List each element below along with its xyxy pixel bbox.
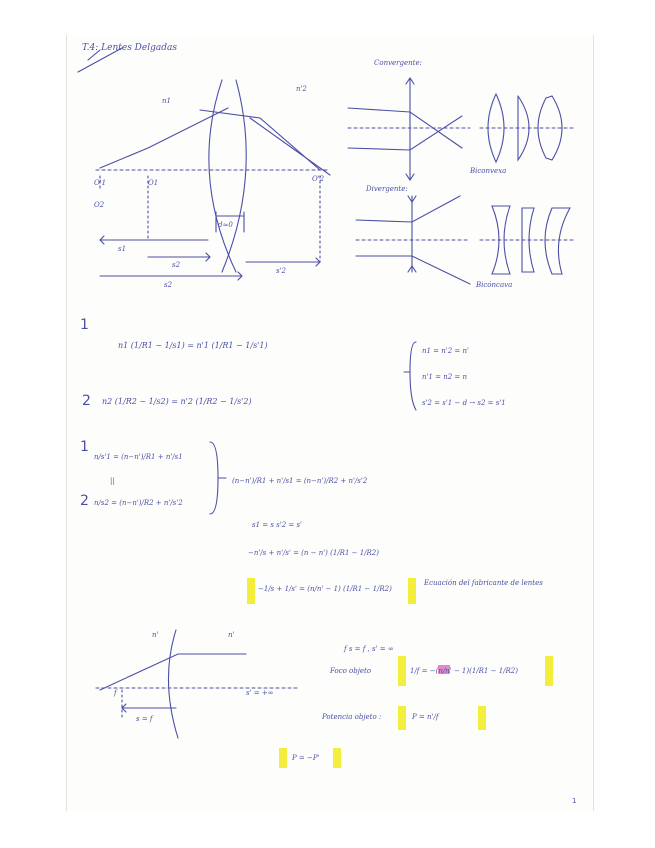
label-biconvexa: Biconvexa (470, 167, 507, 175)
page-number: 1 (572, 797, 577, 805)
focal-lens-surface (168, 630, 178, 738)
label-s2: s2 (164, 281, 173, 289)
convergent-ray-bottom (348, 116, 462, 150)
eq1-formula: n1 (1/R1 − 1/s1) = n'1 (1/R1 − 1/s'1) (118, 341, 268, 350)
label-thickness: d≈0 (218, 221, 233, 229)
focal-condition: f s = f , s' = ∞ (344, 645, 394, 653)
focal-point-diagram (96, 630, 300, 738)
label-n1: n1 (162, 97, 171, 105)
ray-right (250, 118, 330, 175)
label-convergente: Convergente: (374, 59, 422, 67)
lensmaker-note: Ecuación del fabricante de lentes (424, 579, 543, 587)
label-o1: O1 (148, 179, 159, 187)
foco-objeto-label: Foco objeto (330, 667, 372, 675)
label-s2-small: s2 (172, 261, 181, 269)
label-s2p: s'2 (276, 267, 286, 275)
focal-n-right: n' (228, 631, 235, 639)
focal-sp-inf: s' = +∞ (246, 689, 274, 697)
sys1-formula: n/s'1 = (n−n')/R1 + n'/s1 (94, 453, 183, 461)
highlight-potencia-left (398, 706, 406, 730)
divergent-ray-bottom (356, 256, 470, 284)
arrow-s2p (246, 258, 320, 266)
arrow-s2 (100, 272, 242, 280)
highlight-foco-right (545, 656, 553, 686)
sys2-formula: n/s2 = (n−n')/R2 + n'/s'2 (94, 499, 183, 507)
biconvex-lens (488, 94, 504, 162)
sys2-number: 2 (80, 493, 89, 509)
lens-construction-diagram (96, 80, 330, 280)
focal-s-eq-f: s = f (136, 715, 153, 723)
focal-f-label: f (114, 689, 117, 697)
substitution: s1 = s s'2 = s' (252, 521, 302, 529)
eq2-number: 2 (82, 393, 91, 409)
lensmaker-formula: −1/s + 1/s' = (n/n' − 1) (1/R1 − 1/R2) (258, 585, 392, 593)
condition-1: n1 = n'2 = n' (422, 347, 469, 355)
concave-meniscus-lens (545, 208, 570, 274)
label-o2: O2 (94, 201, 105, 209)
ray-top (200, 110, 320, 170)
focal-ray-top (100, 654, 246, 690)
condition-2: n'1 = n2 = n (422, 373, 467, 381)
highlight-potencia-right (478, 706, 486, 730)
potencia-formula: P = n'/f (412, 713, 439, 721)
system-brace (210, 442, 226, 514)
eq1-number: 1 (80, 317, 89, 333)
sys-equal-mark: || (110, 477, 115, 485)
label-n2: n'2 (296, 85, 307, 93)
divergent-lens-diagram (356, 196, 575, 284)
highlight-lensmaker-right (408, 578, 416, 604)
potencia-label: Potencia objeto : (322, 713, 382, 721)
condition-3: s'2 = s'1 − d → s2 = s'1 (422, 399, 506, 407)
label-s1: s1 (118, 245, 127, 253)
eq1-brace (404, 342, 416, 410)
label-bicoocava: Bicóncava (476, 281, 513, 289)
divergent-ray-top (356, 196, 460, 222)
sys1-number: 1 (80, 439, 89, 455)
focal-n-left: n' (152, 631, 159, 639)
power-relation: P = −P' (292, 754, 320, 762)
highlight-p-left (279, 748, 287, 768)
convergent-lens-diagram (348, 78, 575, 180)
step-formula: −n'/s + n'/s' = (n − n') (1/R1 − 1/R2) (248, 549, 379, 557)
eq2-formula: n2 (1/R2 − 1/s2) = n'2 (1/R2 − 1/s'2) (102, 397, 252, 406)
label-o2p: O'2 (312, 175, 325, 183)
highlight-p-right (333, 748, 341, 768)
label-divergente: Divergente: (366, 185, 408, 193)
sum-formula: (n−n')/R1 + n'/s1 = (n−n')/R2 + n'/s'2 (232, 477, 368, 485)
highlight-foco-left (398, 656, 406, 686)
page-title: T.4: Lentes Delgadas (82, 43, 177, 53)
arrow-s1 (100, 236, 208, 244)
label-o1p: O'1 (94, 179, 107, 187)
arrow-s2-small (148, 253, 210, 261)
focal-arrow-f (122, 704, 176, 712)
highlight-lensmaker-left (247, 578, 255, 604)
foco-objeto-formula: 1/f = −(n/n' − 1)(1/R1 − 1/R2) (410, 667, 518, 675)
